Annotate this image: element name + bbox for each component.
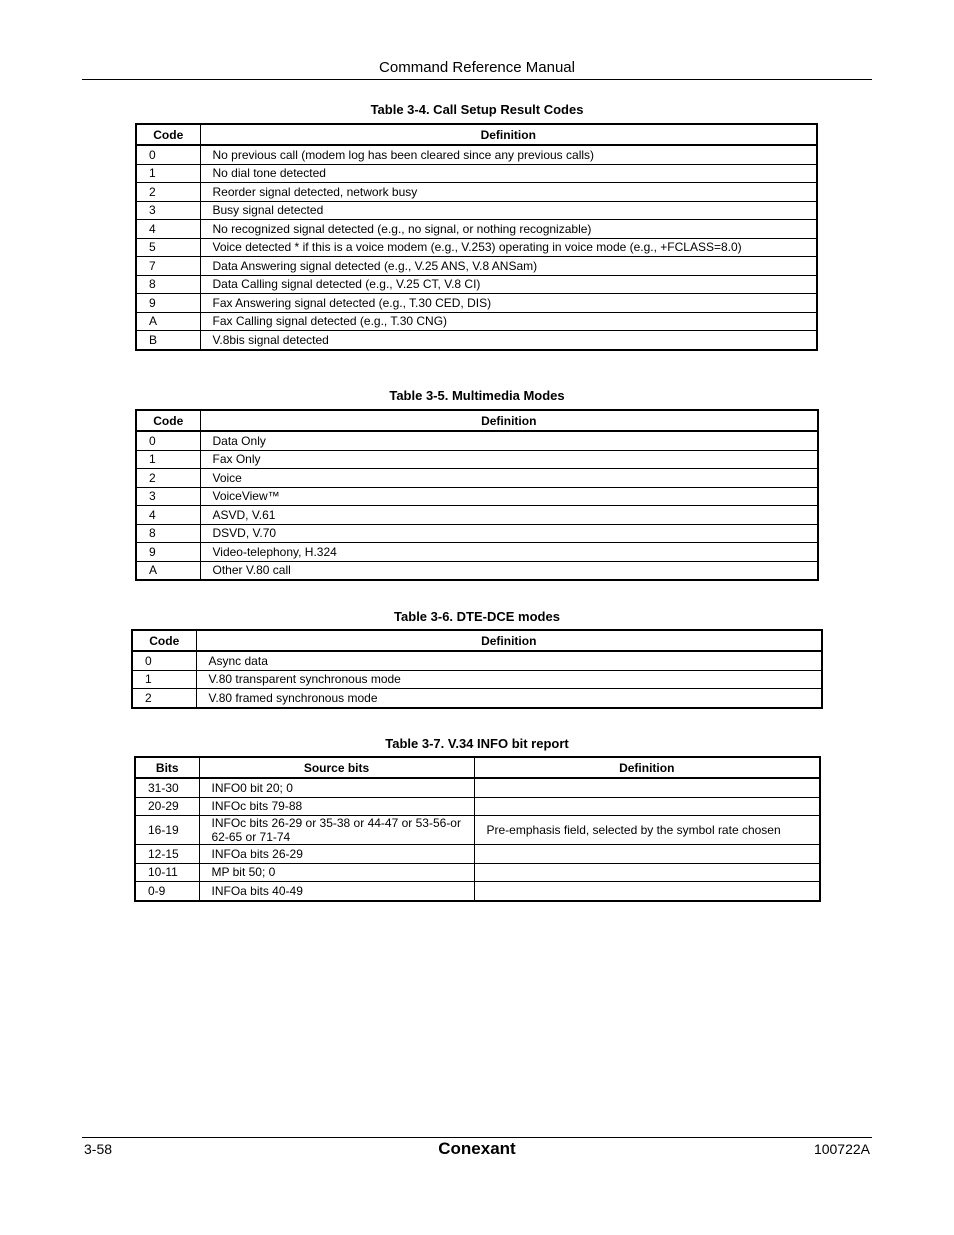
table-row xyxy=(136,164,817,183)
code-cell: 9 xyxy=(136,294,200,313)
page-header-title: Command Reference Manual xyxy=(379,59,575,76)
column-header: Bits xyxy=(135,757,199,778)
table-row xyxy=(136,238,817,257)
call-setup-result-codes-table xyxy=(135,123,818,351)
dte-dce-modes-table xyxy=(131,629,823,709)
table-row xyxy=(135,845,820,864)
definition-cell: V.80 transparent synchronous mode xyxy=(196,670,822,689)
table-row xyxy=(136,183,817,202)
table-caption: Table 3-4. Call Setup Result Codes xyxy=(370,102,584,117)
definition-cell: Voice xyxy=(200,469,818,488)
table-row xyxy=(132,670,822,689)
definition-cell: Video-telephony, H.324 xyxy=(200,543,818,562)
code-cell: 7 xyxy=(136,257,200,276)
table-caption: Table 3-5. Multimedia Modes xyxy=(389,388,565,403)
column-header: Code xyxy=(136,410,200,431)
bits-cell: 31-30 xyxy=(135,778,199,797)
table-row xyxy=(136,331,817,350)
code-cell: 2 xyxy=(136,183,200,202)
code-cell: 3 xyxy=(136,201,200,220)
table-row xyxy=(135,863,820,882)
code-cell: 0 xyxy=(136,431,200,450)
column-header: Definition xyxy=(474,757,820,778)
code-cell: 8 xyxy=(136,275,200,294)
definition-cell xyxy=(474,778,820,797)
code-cell: B xyxy=(136,331,200,350)
column-header: Definition xyxy=(200,410,818,431)
table-row xyxy=(136,312,817,331)
code-cell: A xyxy=(136,561,200,580)
table-row xyxy=(136,450,818,469)
page-number: 3-58 xyxy=(84,1141,113,1157)
code-cell: 0 xyxy=(136,145,200,164)
header-rule xyxy=(82,79,872,80)
table-row xyxy=(135,882,820,901)
table-row xyxy=(136,524,818,543)
definition-cell: Busy signal detected xyxy=(200,201,817,220)
table-row xyxy=(136,220,817,239)
bits-cell: 0-9 xyxy=(135,882,199,901)
source-bits-cell: INFOa bits 40-49 xyxy=(199,882,474,901)
source-bits-cell: INFOa bits 26-29 xyxy=(199,845,474,864)
document-number: 100722A xyxy=(813,1141,870,1157)
definition-cell: Voice detected * if this is a voice modem (e.g., V.253) operating in voice mode (e.g., +FCLASS=8.0) xyxy=(200,238,817,257)
footer-rule xyxy=(82,1137,872,1138)
table-row xyxy=(135,816,820,845)
code-cell: 8 xyxy=(136,524,200,543)
definition-cell: Async data xyxy=(196,651,822,670)
definition-cell xyxy=(474,845,820,864)
table-row xyxy=(135,778,820,797)
definition-cell: Data Answering signal detected (e.g., V.25 ANS, V.8 ANSam) xyxy=(200,257,817,276)
code-cell: 1 xyxy=(136,450,200,469)
column-header: Code xyxy=(132,630,196,651)
column-header: Code xyxy=(136,124,200,145)
source-bits-cell: INFO0 bit 20; 0 xyxy=(199,778,474,797)
table-caption: Table 3-7. V.34 INFO bit report xyxy=(385,736,569,751)
table-row xyxy=(135,797,820,816)
definition-cell xyxy=(474,882,820,901)
table-row xyxy=(136,257,817,276)
definition-cell: Data Only xyxy=(200,431,818,450)
table-row xyxy=(136,201,817,220)
column-header: Definition xyxy=(200,124,817,145)
definition-cell: Fax Calling signal detected (e.g., T.30 CNG) xyxy=(200,312,817,331)
table-row xyxy=(136,561,818,580)
code-cell: 0 xyxy=(132,651,196,670)
table-row xyxy=(136,469,818,488)
definition-cell: Fax Answering signal detected (e.g., T.30 CED, DIS) xyxy=(200,294,817,313)
code-cell: 2 xyxy=(136,469,200,488)
definition-cell: Fax Only xyxy=(200,450,818,469)
code-cell: 1 xyxy=(136,164,200,183)
table-row xyxy=(136,145,817,164)
definition-cell: ASVD, V.61 xyxy=(200,506,818,525)
code-cell: A xyxy=(136,312,200,331)
table-row xyxy=(136,487,818,506)
v34-info-bit-report-table xyxy=(134,756,821,902)
table-caption: Table 3-6. DTE-DCE modes xyxy=(394,609,560,624)
code-cell: 2 xyxy=(132,689,196,708)
code-cell: 3 xyxy=(136,487,200,506)
definition-cell: DSVD, V.70 xyxy=(200,524,818,543)
table-row xyxy=(136,431,818,450)
source-bits-cell: INFOc bits 79-88 xyxy=(199,797,474,816)
code-cell: 4 xyxy=(136,506,200,525)
bits-cell: 20-29 xyxy=(135,797,199,816)
multimedia-modes-table xyxy=(135,409,819,581)
bits-cell: 16-19 xyxy=(135,816,199,845)
definition-cell: No recognized signal detected (e.g., no signal, or nothing recognizable) xyxy=(200,220,817,239)
table-row xyxy=(132,689,822,708)
column-header: Definition xyxy=(196,630,822,651)
definition-cell: Other V.80 call xyxy=(200,561,818,580)
bits-cell: 10-11 xyxy=(135,863,199,882)
code-cell: 5 xyxy=(136,238,200,257)
code-cell: 4 xyxy=(136,220,200,239)
bits-cell: 12-15 xyxy=(135,845,199,864)
definition-cell: V.8bis signal detected xyxy=(200,331,817,350)
definition-cell: VoiceView™ xyxy=(200,487,818,506)
definition-cell: Reorder signal detected, network busy xyxy=(200,183,817,202)
company-name: Conexant xyxy=(438,1139,516,1158)
table-row xyxy=(132,651,822,670)
table-row xyxy=(136,275,817,294)
definition-cell: Data Calling signal detected (e.g., V.25 CT, V.8 CI) xyxy=(200,275,817,294)
definition-cell: V.80 framed synchronous mode xyxy=(196,689,822,708)
source-bits-cell: INFOc bits 26-29 or 35-38 or 44-47 or 53-56-or 62-65 or 71-74 xyxy=(199,816,474,845)
table-row xyxy=(136,506,818,525)
code-cell: 9 xyxy=(136,543,200,562)
definition-cell: No previous call (modem log has been cleared since any previous calls) xyxy=(200,145,817,164)
definition-cell xyxy=(474,863,820,882)
source-bits-cell: MP bit 50; 0 xyxy=(199,863,474,882)
column-header: Source bits xyxy=(199,757,474,778)
definition-cell: No dial tone detected xyxy=(200,164,817,183)
table-row xyxy=(136,543,818,562)
code-cell: 1 xyxy=(132,670,196,689)
definition-cell xyxy=(474,797,820,816)
definition-cell: Pre-emphasis field, selected by the symbol rate chosen xyxy=(474,816,820,845)
table-row xyxy=(136,294,817,313)
